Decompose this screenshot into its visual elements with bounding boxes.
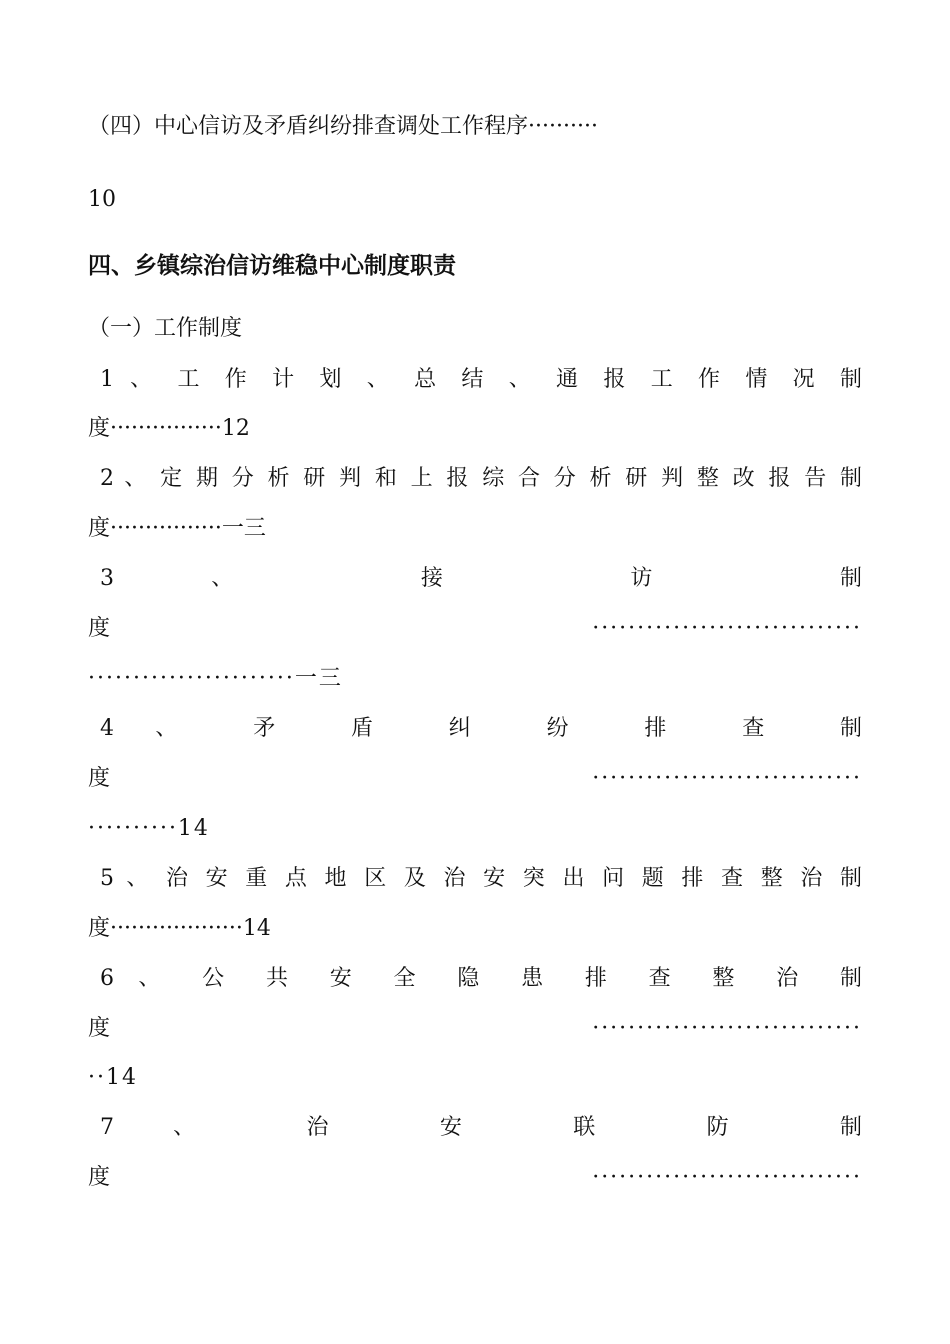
toc-item-3-leader: 度 ······························ xyxy=(88,616,862,641)
toc-item-1-page: 度················12 xyxy=(88,416,250,441)
toc-item-6-title: 6 、 公 共 安 全 隐 患 排 查 整 治 制 xyxy=(100,966,862,991)
toc-item-4-title: 4 、 矛 盾 纠 纷 排 查 制 xyxy=(100,716,862,741)
toc-item-4-leader: 度 ······························ xyxy=(88,766,862,791)
toc-item-2-page: 度················一三 xyxy=(88,516,266,541)
toc-entry-4-text: （四）中心信访及矛盾纠纷排查调处工作程序·········· xyxy=(88,114,598,139)
toc-item-7-leader: 度 ······························ xyxy=(88,1165,862,1190)
toc-item-7-title: 7 、 治 安 联 防 制 xyxy=(100,1115,862,1140)
toc-item-3-title: 3 、 接 访 制 xyxy=(100,566,862,591)
toc-item-6-leader: 度 ······························ xyxy=(88,1016,862,1041)
toc-entry-4-page: 10 xyxy=(88,187,116,212)
toc-item-2-title: 2 、 定 期 分 析 研 判 和 上 报 综 合 分 析 研 判 整 改 报 告 制 xyxy=(100,466,862,491)
section-heading: 四、乡镇综治信访维稳中心制度职责 xyxy=(88,253,456,279)
subsection-title: （一）工作制度 xyxy=(88,316,243,341)
toc-item-6-page: ··14 xyxy=(88,1065,138,1090)
toc-item-3-page: ·······················一三 xyxy=(88,666,343,691)
toc-item-1-title: 1 、 工 作 计 划 、 总 结 、 通 报 工 作 情 况 制 xyxy=(100,367,862,392)
toc-item-5-page: 度···················14 xyxy=(88,916,271,941)
toc-item-5-title: 5 、 治 安 重 点 地 区 及 治 安 突 出 问 题 排 查 整 治 制 xyxy=(100,866,862,891)
toc-item-4-page: ··········14 xyxy=(88,816,210,841)
